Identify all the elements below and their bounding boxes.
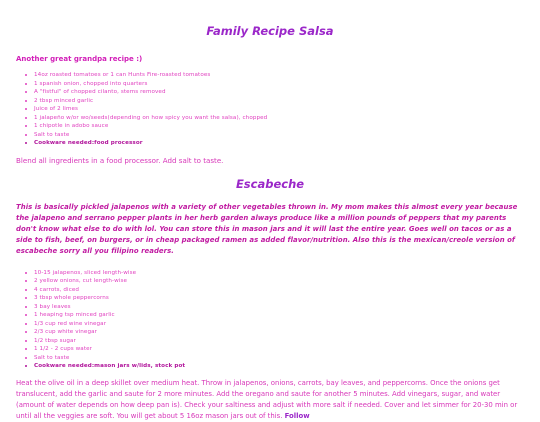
list-item: 10-15 jalapenos, sliced length-wise [34, 269, 524, 278]
escabeche-instructions-text: Heat the olive oil in a deep skillet over medium heat. Throw in jalapenos, onions, carrots, bay leaves, and peppercorns. Once the onions get translucent, add the garlic and saute for 2 more minutes. Add the oregano and saute for another 5 minutes. Add vinegars, sugar, and water (amount of water depends on how deep pan is). Check your saltiness and adjust with more salt if needed. Cover and let simmer for 20-30 min or until all the veggies are soft. You will get about 5 16oz mason jars out of this. [16, 378, 518, 420]
list-item: 2 tbsp minced garlic [34, 97, 524, 106]
list-item: 1 spanish onion, chopped into quarters [34, 80, 524, 89]
list-item: 2/3 cup white vinegar [34, 328, 524, 337]
salsa-cookware-item [34, 139, 524, 148]
list-item: 14oz roasted tomatoes or 1 can Hunts Fire-roasted tomatoes [34, 71, 524, 80]
list-item: 1/3 cup red wine vinegar [34, 320, 524, 329]
salsa-title: Family Recipe Salsa [206, 24, 334, 38]
salsa-instructions: Blend all ingredients in a food processor. Add salt to taste. [16, 155, 224, 165]
salsa-ingredient-list [16, 71, 524, 148]
list-item: 1 chipotle in adobo sauce [34, 122, 524, 131]
escabeche-instructions [16, 378, 524, 422]
cookware-label: Cookware needed: [34, 363, 95, 369]
list-item: Salt to taste [34, 131, 524, 140]
list-item: 1/2 tbsp sugar [34, 337, 524, 346]
list-item: 1 jalapeño w/or wo/seeds(depending on how spicy you want the salsa), chopped [34, 114, 524, 123]
escabeche-intro: This is basically pickled jalapenos with a variety of other vegetables thrown in. My mom makes this almost every year because the jalapeno and serrano pepper plants in her herb garden always produce like a million pounds of peppers that my parents don't know what else to do with lol. You can store this in mason jars and it will last the entire year. Goes well on tacos or as a side to fish, beef, on burgers, or in cheap packaged ramen as added flavor/nutrition. Also this is the mexican/creole version of escabeche sorry all you filipino readers. [16, 202, 518, 255]
list-item: 3 tbsp whole peppercorns [34, 294, 524, 303]
cookware-value: food processor [94, 140, 143, 146]
list-item: 1 1/2 - 2 cups water [34, 345, 524, 354]
list-item: 1 heaping tsp minced garlic [34, 311, 524, 320]
follow-link[interactable]: Follow [284, 411, 310, 420]
list-item: 2 yellow onions, cut length-wise [34, 277, 524, 286]
list-item: Juice of 2 limes [34, 105, 524, 114]
escabeche-cookware-item [34, 362, 524, 371]
list-item: Salt to taste [34, 354, 524, 363]
list-item: A "fistful" of chopped cilanto, stems removed [34, 88, 524, 97]
escabeche-ingredient-list [16, 269, 524, 371]
escabeche-title: Escabeche [235, 176, 305, 191]
cookware-value: mason jars w/lids, stock pot [94, 363, 186, 369]
cookware-label: Cookware needed: [34, 140, 95, 146]
list-item: 3 bay leaves [34, 303, 524, 312]
list-item: 4 carrots, diced [34, 286, 524, 295]
salsa-subheading: Another great grandpa recipe :) [16, 55, 143, 63]
